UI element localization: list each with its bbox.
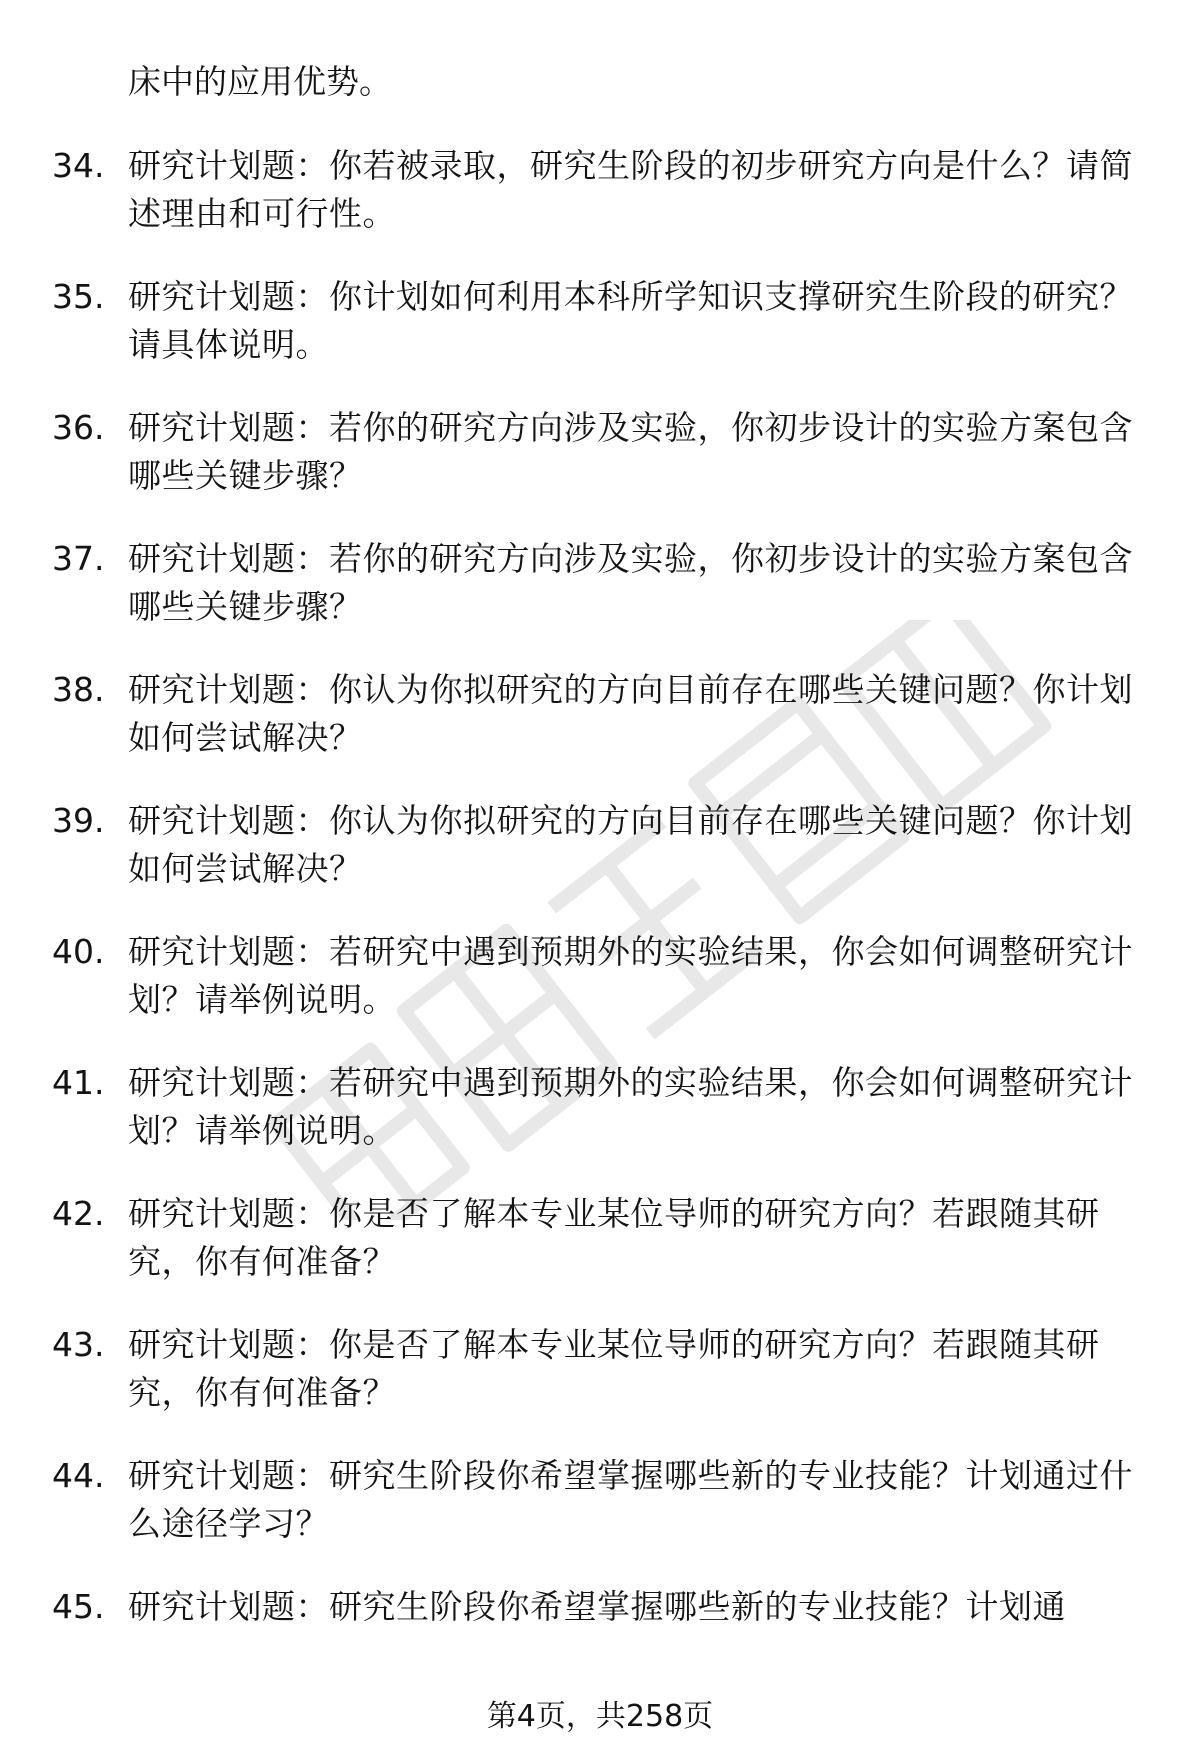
item-text: 研究计划题：研究生阶段你希望掌握哪些新的专业技能？计划通 (128, 1587, 1066, 1626)
list-item (0, 1190, 1200, 1290)
item-number: 44. (52, 1456, 105, 1495)
item-number: 37. (52, 539, 105, 578)
page-footer: 第4页，共258页 (486, 1699, 714, 1734)
item-number: 38. (52, 670, 105, 709)
list-item (0, 797, 1200, 897)
list-item (0, 1452, 1200, 1552)
item-number: 39. (52, 801, 105, 840)
item-number: 41. (52, 1063, 105, 1102)
list-item (0, 928, 1200, 1028)
item-text: 研究计划题：若你的研究方向涉及实验，你初步设计的实验方案包含哪些关键步骤？ (128, 539, 1133, 626)
item-text: 研究计划题：若研究中遇到预期外的实验结果，你会如何调整研究计划？请举例说明。 (128, 932, 1133, 1019)
item-text: 研究计划题：你若被录取，研究生阶段的初步研究方向是什么？请简述理由和可行性。 (128, 146, 1133, 233)
list-item (0, 1583, 1200, 1635)
item-number: 36. (52, 408, 105, 447)
item-text: 研究计划题：你计划如何利用本科所学知识支撑研究生阶段的研究？请具体说明。 (128, 277, 1133, 364)
list-item (0, 404, 1200, 504)
list-item (0, 142, 1200, 242)
continued-text: 床中的应用优势。 (128, 62, 392, 101)
list-item (0, 1059, 1200, 1159)
item-number: 34. (52, 146, 105, 185)
item-text: 研究计划题：你认为你拟研究的方向目前存在哪些关键问题？你计划如何尝试解决？ (128, 670, 1133, 757)
item-text: 研究计划题：若研究中遇到预期外的实验结果，你会如何调整研究计划？请举例说明。 (128, 1063, 1133, 1150)
item-number: 35. (52, 277, 105, 316)
item-text: 研究计划题：研究生阶段你希望掌握哪些新的专业技能？计划通过什么途径学习？ (128, 1456, 1133, 1543)
item-text: 研究计划题：你是否了解本专业某位导师的研究方向？若跟随其研究，你有何准备？ (128, 1325, 1100, 1412)
item-text: 研究计划题：你认为你拟研究的方向目前存在哪些关键问题？你计划如何尝试解决？ (128, 801, 1133, 888)
list-item (0, 1321, 1200, 1421)
item-number: 42. (52, 1194, 105, 1233)
list-item (0, 666, 1200, 766)
list-item (0, 273, 1200, 373)
list-item (0, 535, 1200, 635)
item-number: 40. (52, 932, 105, 971)
item-text: 研究计划题：若你的研究方向涉及实验，你初步设计的实验方案包含哪些关键步骤？ (128, 408, 1133, 495)
item-number: 45. (52, 1587, 105, 1626)
item-text: 研究计划题：你是否了解本专业某位导师的研究方向？若跟随其研究，你有何准备？ (128, 1194, 1100, 1281)
item-number: 43. (52, 1325, 105, 1364)
